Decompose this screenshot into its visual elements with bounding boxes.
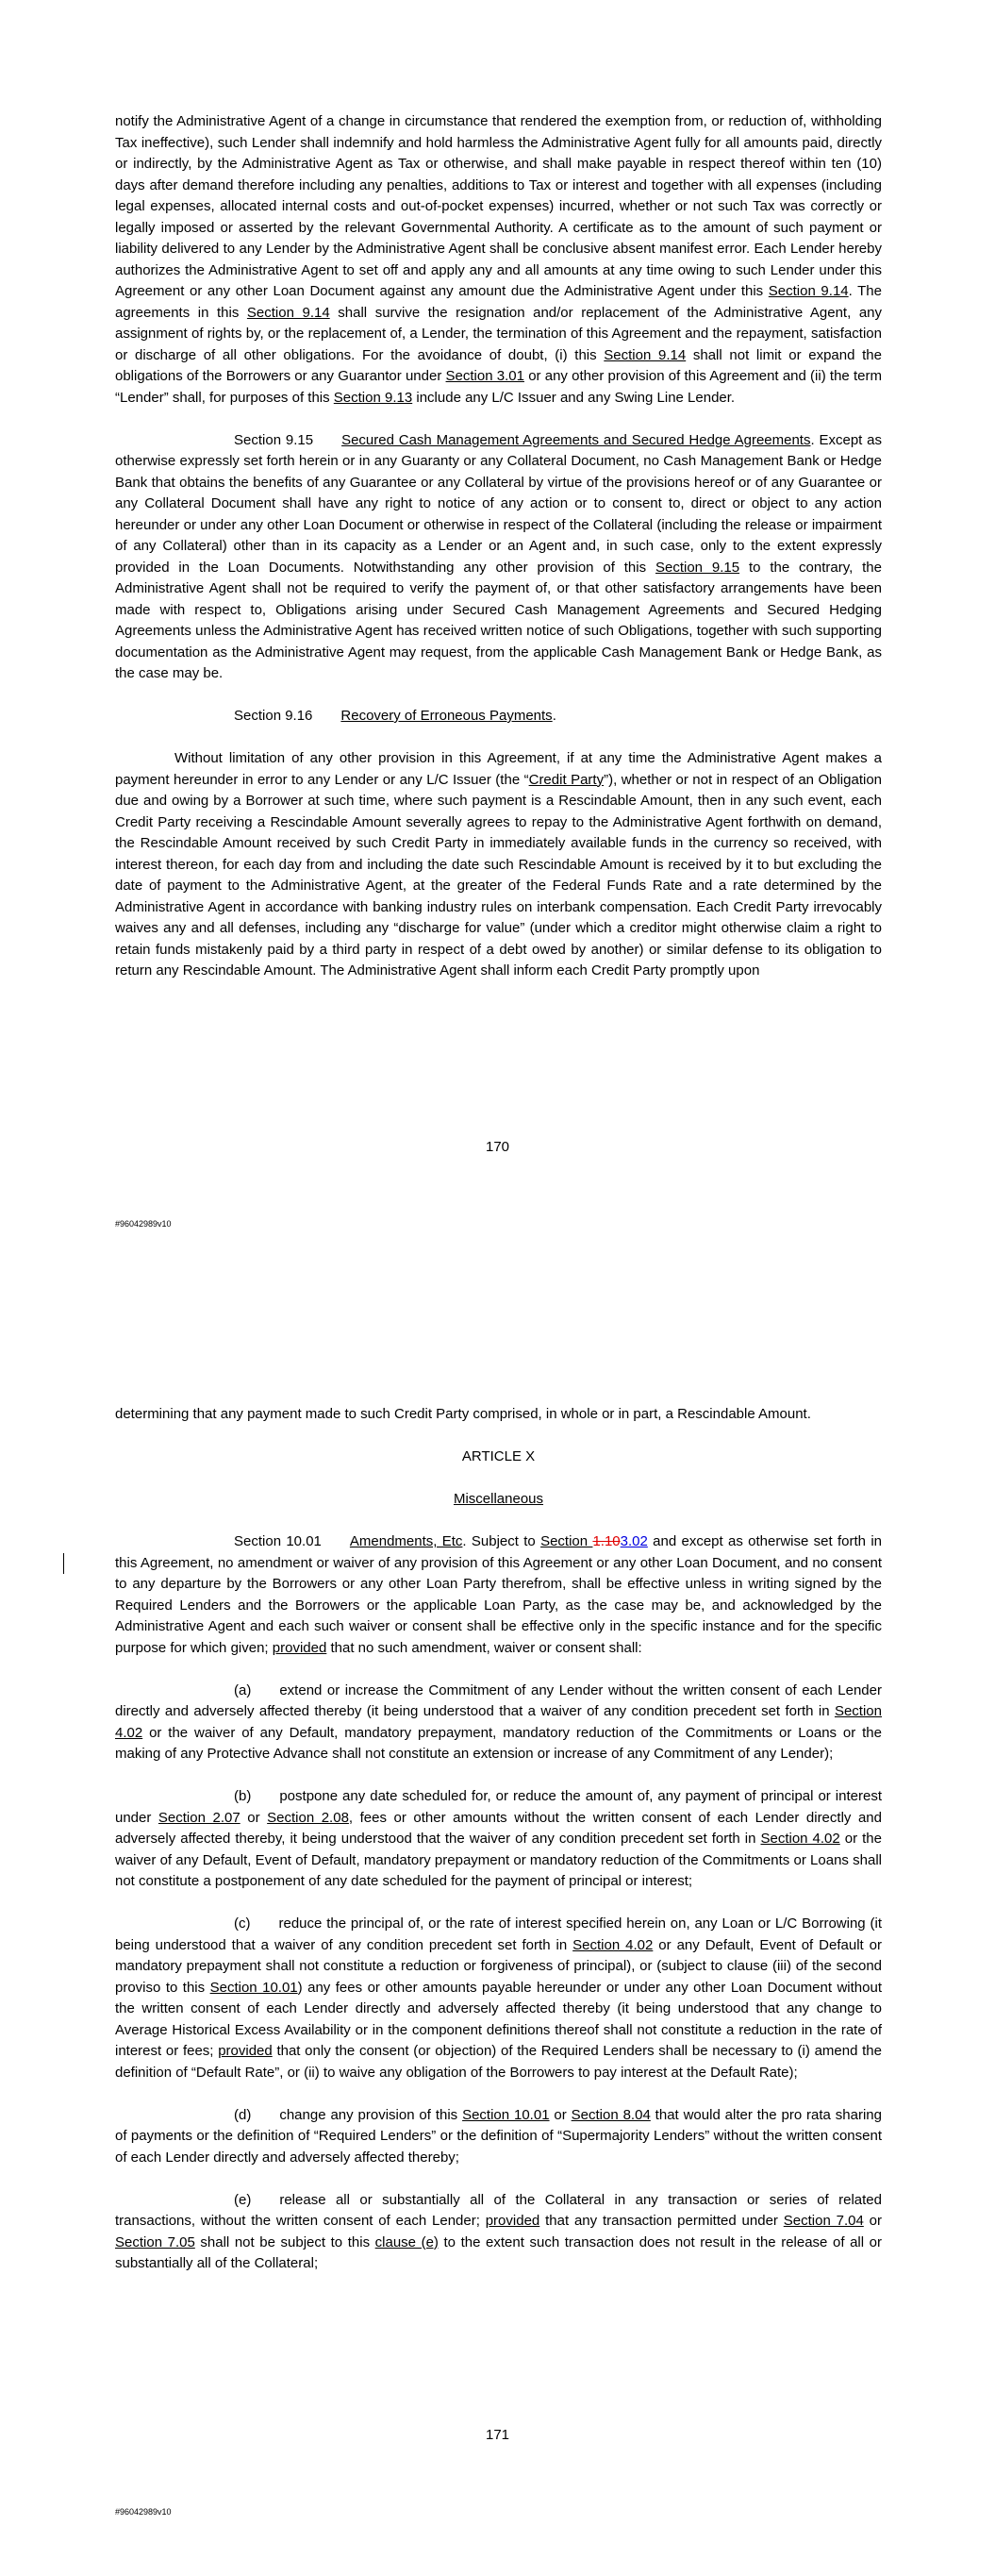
text-run: Section 9.15 <box>234 431 314 448</box>
text-run: include any L/C Issuer and any Swing Line Lender. <box>412 389 736 406</box>
text-run: or the waiver of any Default, Event of Default, mandatory prepayment or mandatory reduction of the Commitments or Loans shall not constitute a postponement of any date scheduled for the payment of principal or interest; <box>115 1831 882 1889</box>
text-run: or the waiver of any Default, mandatory prepayment, mandatory reduction of the Commitments or Loans or the making of any Protective Advance shall not constitute an extension or increase of any Commitment of any Lender); <box>115 1724 882 1762</box>
text-run: (c) <box>234 1915 251 1932</box>
page-body <box>115 111 882 1003</box>
text-run: (a) <box>234 1681 252 1698</box>
text-run: that any transaction permitted under <box>539 2213 784 2229</box>
paragraph <box>115 1914 882 2083</box>
document-id-footer: #96042989v10 <box>115 1219 172 1229</box>
paragraph <box>115 2190 882 2275</box>
text-run: Section 10.01 <box>234 1533 322 1549</box>
underlined-reference: Section 9.14 <box>246 304 330 321</box>
text-run: shall not be subject to this <box>194 2233 375 2250</box>
paragraph <box>115 1531 882 1659</box>
text-run: or <box>549 2106 572 2123</box>
text-run: or <box>240 1809 268 1826</box>
text-run: change any provision of this <box>279 2106 463 2123</box>
text-run: ”), whether or not in respect of an Obligation due and owing by a Borrower at such time, where such payment is a Rescindable Amount, then in any such event, each Credit Party receiving a Rescindable Amount severally agrees to repay to the Administrative Agent forthwith on demand, the Rescindable Amount received by such Credit Party in immediately available funds in the currency so received, with interest thereon, for each day from and including the date such Rescindable Amount is received by it to but excluding the date of payment to the Administrative Agent, at the greater of the Federal Funds Rate and a rate determined by the Administrative Agent in accordance with banking industry rules on interbank compensation. Each Credit Party irrevocably waives any and all defenses, including any “discharge for value” (under which a creditor might otherwise claim a right to retain funds mistakenly paid by a third party in respect of a debt owed by another) or similar defense to its obligation to return any Rescindable Amount. The Administrative Agent shall inform each Credit Party promptly upon <box>115 771 882 979</box>
deleted-text: 1.10 <box>592 1533 621 1549</box>
underlined-reference: Section 9.15 <box>655 559 740 576</box>
page-number: 171 <box>485 2427 510 2443</box>
underlined-reference: Section 7.05 <box>115 2233 195 2250</box>
underlined-reference: provided <box>272 1639 327 1656</box>
underlined-reference: Section 10.01 <box>462 2106 550 2123</box>
text-run: release all or substantially all of the Collateral in any transaction or series of related transactions, without the written consent of each Lender; <box>115 2191 882 2229</box>
text-run: determining that any payment made to such Credit Party comprised, in whole or in part, a Rescindable Amount. <box>115 1406 811 1422</box>
text-run: (e) <box>234 2191 252 2208</box>
underlined-reference: Section 9.13 <box>333 389 413 406</box>
underlined-reference: Section <box>540 1533 593 1549</box>
paragraph <box>115 1681 882 1765</box>
paragraph <box>115 430 882 685</box>
document-id-footer: #96042989v10 <box>115 2507 172 2517</box>
paragraph <box>115 1786 882 1893</box>
underlined-reference: Amendments, Etc <box>349 1533 463 1549</box>
text-run: or any other provision of this Agreement and (ii) the term “Lender” shall, for purposes of this <box>115 368 882 406</box>
underlined-reference: Miscellaneous <box>453 1491 544 1507</box>
text-run: ARTICLE X <box>461 1448 536 1464</box>
paragraph <box>115 1447 882 1468</box>
text-run: (b) <box>234 1788 252 1804</box>
underlined-reference: Section 2.07 <box>158 1809 240 1826</box>
text-run: that no such amendment, waiver or consent shall: <box>326 1639 642 1656</box>
text-run: or <box>863 2213 882 2229</box>
underlined-reference: Section 9.14 <box>768 283 849 299</box>
text-run: , fees or other amounts without the written consent of each Lender directly and adversely affected thereby, it being understood that the waiver of any condition precedent set forth in <box>115 1809 882 1847</box>
underlined-reference: Section 3.01 <box>445 368 524 384</box>
underlined-reference: Section 4.02 <box>572 1936 654 1953</box>
text-run: that only the consent (or objection) of the Required Lenders shall be necessary to (i) amend the definition of “Default Rate”, or (ii) to waive any obligation of the Borrowers to pay interest at the Default Rate); <box>115 2043 882 2081</box>
underlined-reference: provided <box>218 2043 273 2059</box>
underlined-reference: provided <box>485 2213 540 2229</box>
change-bar <box>63 1553 64 1574</box>
paragraph <box>115 1489 882 1511</box>
underlined-reference: Section 4.02 <box>760 1831 840 1847</box>
paragraph <box>115 706 882 728</box>
text-run: or any Default, Event of Default or mandatory prepayment shall not constitute a reduction or forgiveness of principal), or (subject to clause (iii) of the second proviso to this <box>115 1936 882 1996</box>
text-run: to the contrary, the Administrative Agent shall not be required to verify the payment of, or that other satisfactory arrangements have been made with respect to, Obligations arising under Secured Cash Management Agreements and Secured Hedging Agreements unless the Administrative Agent has received written notice of such Obligations, together with such supporting documentation as the Administrative Agent may request, from the applicable Cash Management Bank or Hedge Bank, as the case may be. <box>115 559 882 681</box>
text-run: to the extent such transaction does not result in the release of all or substantially all of the Collateral; <box>115 2233 883 2271</box>
text-run: and except as otherwise set forth in this Agreement, no amendment or waiver of any provision of this Agreement or any other Loan Document, and no consent to any departure by the Borrowers or any other Loan Party therefrom, shall be effective unless in writing signed by the Required Lenders and the Borrowers or the applicable Loan Party, as the case may be, and acknowledged by the Administrative Agent and each such waiver or consent shall be effective only in the specific instance and for the specific purpose for which given; <box>115 1533 882 1656</box>
underlined-reference: Recovery of Erroneous Payments <box>340 708 553 724</box>
text-run: . <box>552 708 556 724</box>
text-run: notify the Administrative Agent of a change in circumstance that rendered the exemption from, or reduction of, withholding Tax ineffective), such Lender shall indemnify and hold harmless the Administrative Agent fully for all amounts paid, directly or indirectly, by the Administrative Agent as Tax or otherwise, and shall make payable in respect thereof within ten (10) days after demand therefore including any penalties, additions to Tax or interest and together with all expenses (including legal expenses, allocated internal costs and out-of-pocket expenses) incurred, whether or not such Tax was correctly or legally imposed or asserted by the relevant Governmental Authority. A certificate as to the amount of such payment or liability delivered to any Lender by the Administrative Agent shall be conclusive absent manifest error. Each Lender hereby authorizes the Administrative Agent to set off and apply any and all amounts at any time owing to such Lender under this Agreement or any other Loan Document against any amount due the Administrative Agent under this <box>115 113 882 299</box>
page-171 <box>0 1288 995 2576</box>
text-run: (d) <box>234 2106 252 2123</box>
text-run: Section 9.16 <box>234 708 313 724</box>
paragraph <box>115 111 882 409</box>
text-run: Without limitation of any other provision in this Agreement, if at any time the Administrative Agent makes a payment hereunder in error to any Lender or any L/C Issuer (the “ <box>115 750 882 788</box>
underlined-reference: Section 7.04 <box>783 2213 864 2229</box>
text-run: extend or increase the Commitment of any Lender without the written consent of each Lender directly and adversely affected thereby (it being understood that a waiver of any condition precedent set forth in <box>115 1681 882 1719</box>
text-run: shall survive the resignation and/or replacement of the Administrative Agent, any assignment of rights by, or the replacement of, a Lender, the termination of this Agreement and the repayment, satisfaction or discharge of all other obligations. For the avoidance of doubt, (i) this <box>115 304 883 363</box>
text-run: shall not limit or expand the obligations of the Borrowers or any Guarantor under <box>115 346 882 384</box>
underlined-reference: Section 2.08 <box>267 1809 349 1826</box>
underlined-reference: Section 4.02 <box>115 1703 882 1741</box>
paragraph <box>115 748 882 982</box>
underlined-reference: Section 9.14 <box>604 346 687 363</box>
page-body <box>115 1404 882 2296</box>
underlined-reference: Section 10.01 <box>209 1979 298 1996</box>
text-run: ) any fees or other amounts payable hereunder or under any other Loan Document without the written consent of each Lender directly and adversely affected thereby (it being understood that any change to Average Historical Excess Availability or in the component definitions thereof shall not constitute a reduction in the rate of interest or fees; <box>115 1979 883 2059</box>
underlined-reference: Secured Cash Management Agreements and Secured Hedge Agreements <box>341 431 811 448</box>
text-run: . Except as otherwise expressly set forth herein or in any Guaranty or any Collateral Document, no Cash Management Bank or Hedge Bank that obtains the benefits of any Guarantee or any Collateral by virtue of the provisions hereof or of any Guarantee or any Collateral Document shall have any right to notice of any action or to consent to, direct or object to any action hereunder or under any other Loan Document or otherwise in respect of the Collateral (including the release or impairment of any Collateral) other than in its capacity as a Lender or an Agent and, in such case, only to the extent expressly provided in the Loan Documents. Notwithstanding any other provision of this <box>115 431 883 576</box>
text-run: . The agreements in this <box>115 283 882 321</box>
text-run: reduce the principal of, or the rate of interest specified herein on, any Loan or L/C Borrowing (it being understood that a waiver of any condition precedent set forth in <box>115 1915 882 1953</box>
text-run: postpone any date scheduled for, or reduce the amount of, any payment of principal or interest under <box>115 1788 882 1826</box>
paragraph <box>115 2105 882 2169</box>
underlined-reference: Section 8.04 <box>571 2106 651 2123</box>
paragraph <box>115 1404 882 1426</box>
page-number: 170 <box>485 1139 510 1155</box>
underlined-reference: clause (e) <box>374 2233 439 2250</box>
text-run: . Subject to <box>462 1533 541 1549</box>
underlined-reference: Credit Party <box>528 771 605 788</box>
text-run: that would alter the pro rata sharing of payments or the definition of “Required Lenders” or the definition of “Supermajority Lenders” without the written consent of each Lender directly and adversely affected thereby; <box>115 2106 882 2166</box>
inserted-text: 3.02 <box>620 1533 648 1549</box>
